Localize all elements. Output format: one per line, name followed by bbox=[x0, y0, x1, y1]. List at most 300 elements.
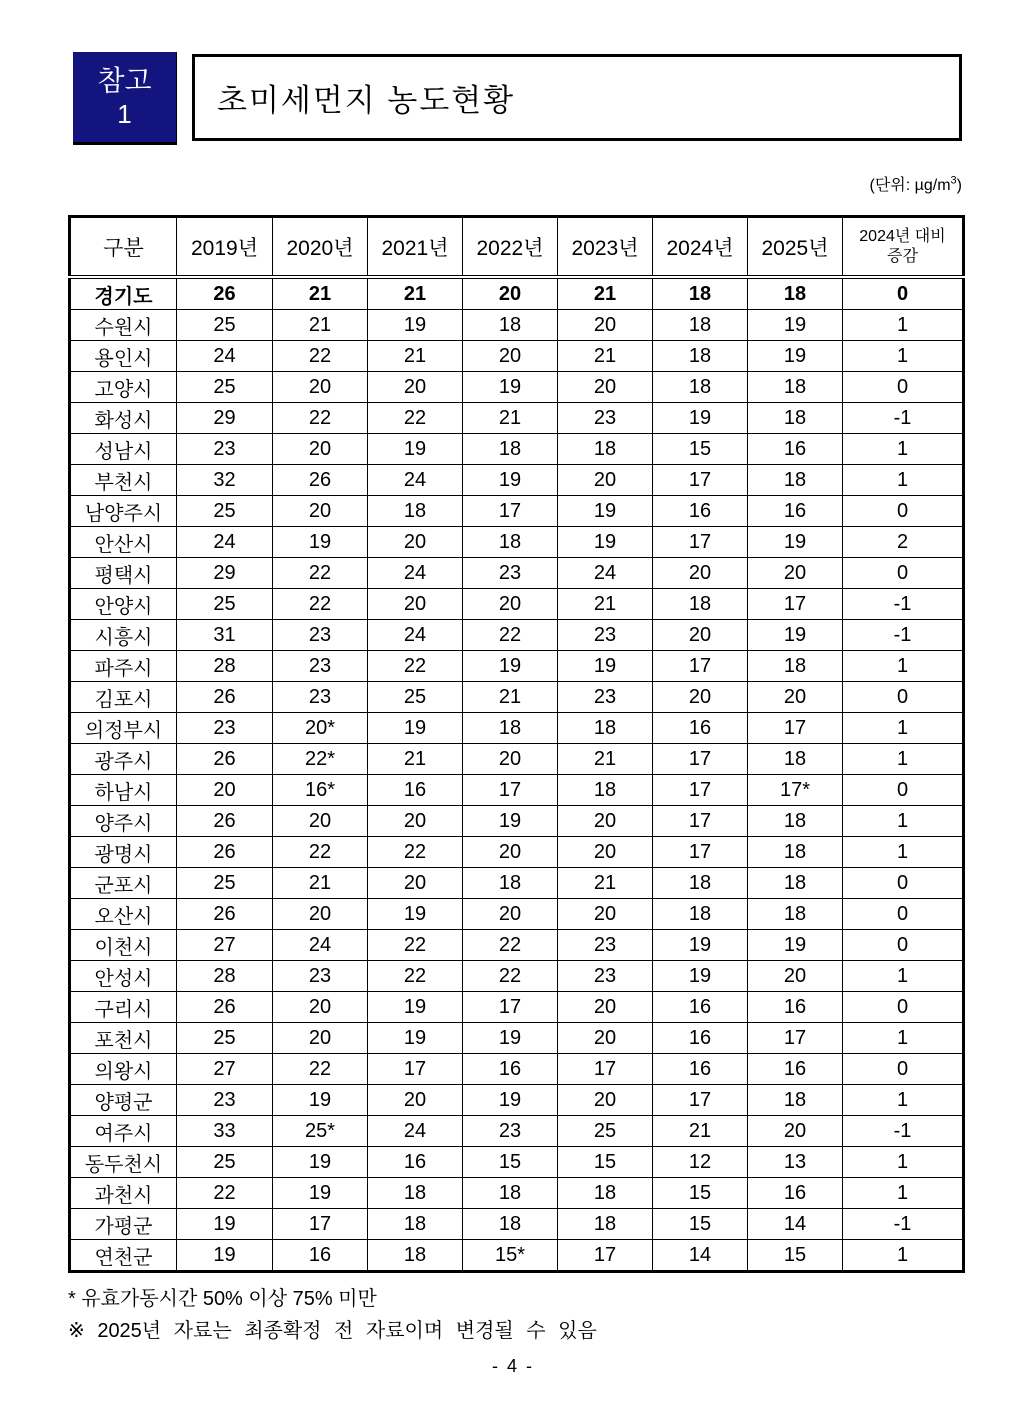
value-cell: 22 bbox=[368, 403, 463, 434]
column-header-change-line1: 2024년 대비 bbox=[859, 228, 946, 246]
value-cell: 26 bbox=[177, 899, 273, 930]
value-cell: 19 bbox=[748, 930, 843, 961]
value-cell: 21 bbox=[558, 744, 653, 775]
value-cell: 20 bbox=[558, 465, 653, 496]
value-cell: 19 bbox=[558, 527, 653, 558]
value-cell: 22 bbox=[463, 930, 558, 961]
value-cell: 23 bbox=[558, 682, 653, 713]
value-cell: 18 bbox=[463, 1178, 558, 1209]
region-name-cell: 구리시 bbox=[70, 992, 177, 1023]
value-cell: 20 bbox=[748, 1116, 843, 1147]
table-row bbox=[70, 806, 964, 837]
reference-badge-number: 1 bbox=[117, 99, 132, 130]
value-cell: 18 bbox=[463, 310, 558, 341]
value-cell: 20* bbox=[273, 713, 368, 744]
value-cell: 21 bbox=[368, 277, 463, 310]
value-cell: 0 bbox=[843, 682, 964, 713]
region-name-cell: 가평군 bbox=[70, 1209, 177, 1240]
value-cell: 26 bbox=[177, 682, 273, 713]
value-cell: 26 bbox=[273, 465, 368, 496]
value-cell: 22 bbox=[273, 341, 368, 372]
value-cell: 18 bbox=[653, 899, 748, 930]
value-cell: 15 bbox=[748, 1240, 843, 1272]
region-name-cell: 남양주시 bbox=[70, 496, 177, 527]
value-cell: 17 bbox=[463, 992, 558, 1023]
value-cell: 0 bbox=[843, 1054, 964, 1085]
value-cell: 27 bbox=[177, 1054, 273, 1085]
value-cell: 20 bbox=[558, 1085, 653, 1116]
value-cell: 19 bbox=[273, 527, 368, 558]
value-cell: 18 bbox=[653, 341, 748, 372]
value-cell: 0 bbox=[843, 899, 964, 930]
value-cell: 23 bbox=[273, 620, 368, 651]
value-cell: 16 bbox=[748, 992, 843, 1023]
value-cell: 1 bbox=[843, 1023, 964, 1054]
reference-badge-word: 참고 bbox=[97, 65, 152, 97]
region-name-cell: 오산시 bbox=[70, 899, 177, 930]
value-cell: 0 bbox=[843, 930, 964, 961]
value-cell: 25 bbox=[177, 1147, 273, 1178]
value-cell: 21 bbox=[368, 744, 463, 775]
table-row bbox=[70, 465, 964, 496]
table-row bbox=[70, 837, 964, 868]
value-cell: 1 bbox=[843, 465, 964, 496]
value-cell: 18 bbox=[653, 277, 748, 310]
region-name-cell: 동두천시 bbox=[70, 1147, 177, 1178]
value-cell: 26 bbox=[177, 992, 273, 1023]
value-cell: 19 bbox=[653, 961, 748, 992]
value-cell: 17 bbox=[558, 1054, 653, 1085]
value-cell: 22* bbox=[273, 744, 368, 775]
value-cell: 16 bbox=[653, 1023, 748, 1054]
value-cell: 18 bbox=[748, 372, 843, 403]
value-cell: 20 bbox=[368, 589, 463, 620]
table-row bbox=[70, 310, 964, 341]
value-cell: 23 bbox=[463, 558, 558, 589]
document-header bbox=[73, 52, 962, 145]
column-header-change bbox=[843, 217, 964, 278]
value-cell: 19 bbox=[463, 465, 558, 496]
value-cell: 21 bbox=[558, 868, 653, 899]
value-cell: 22 bbox=[368, 961, 463, 992]
value-cell: 18 bbox=[463, 434, 558, 465]
value-cell: 21 bbox=[653, 1116, 748, 1147]
table-header bbox=[70, 217, 964, 278]
region-name-cell: 부천시 bbox=[70, 465, 177, 496]
value-cell: 26 bbox=[177, 806, 273, 837]
value-cell: 17 bbox=[748, 589, 843, 620]
value-cell: 17 bbox=[463, 775, 558, 806]
table-row bbox=[70, 868, 964, 899]
value-cell: 21 bbox=[558, 277, 653, 310]
value-cell: 19 bbox=[748, 310, 843, 341]
table-row bbox=[70, 1023, 964, 1054]
region-name-cell: 용인시 bbox=[70, 341, 177, 372]
value-cell: 24 bbox=[177, 527, 273, 558]
value-cell: 25* bbox=[273, 1116, 368, 1147]
value-cell: 19 bbox=[558, 651, 653, 682]
value-cell: 17 bbox=[653, 837, 748, 868]
value-cell: 1 bbox=[843, 744, 964, 775]
value-cell: 1 bbox=[843, 434, 964, 465]
value-cell: 21 bbox=[463, 403, 558, 434]
value-cell: 18 bbox=[463, 527, 558, 558]
value-cell: 19 bbox=[273, 1147, 368, 1178]
value-cell: 19 bbox=[748, 341, 843, 372]
value-cell: 25 bbox=[368, 682, 463, 713]
value-cell: 17* bbox=[748, 775, 843, 806]
value-cell: 18 bbox=[748, 837, 843, 868]
value-cell: 20 bbox=[368, 527, 463, 558]
value-cell: 20 bbox=[653, 682, 748, 713]
unit-note bbox=[68, 172, 962, 195]
value-cell: -1 bbox=[843, 589, 964, 620]
region-name-cell: 시흥시 bbox=[70, 620, 177, 651]
value-cell: 20 bbox=[273, 1023, 368, 1054]
value-cell: 20 bbox=[273, 372, 368, 403]
value-cell: 16* bbox=[273, 775, 368, 806]
table-row bbox=[70, 620, 964, 651]
table-row bbox=[70, 372, 964, 403]
value-cell: 28 bbox=[177, 651, 273, 682]
value-cell: 26 bbox=[177, 837, 273, 868]
value-cell: 32 bbox=[177, 465, 273, 496]
value-cell: 18 bbox=[653, 310, 748, 341]
value-cell: 20 bbox=[653, 558, 748, 589]
table-row bbox=[70, 651, 964, 682]
value-cell: 1 bbox=[843, 961, 964, 992]
value-cell: 15 bbox=[558, 1147, 653, 1178]
region-name-cell: 과천시 bbox=[70, 1178, 177, 1209]
table-container bbox=[68, 215, 962, 1273]
value-cell: 17 bbox=[653, 465, 748, 496]
value-cell: 19 bbox=[653, 930, 748, 961]
value-cell: 23 bbox=[558, 930, 653, 961]
value-cell: 29 bbox=[177, 403, 273, 434]
region-name-cell: 평택시 bbox=[70, 558, 177, 589]
value-cell: 18 bbox=[558, 713, 653, 744]
region-name-cell: 성남시 bbox=[70, 434, 177, 465]
value-cell: 18 bbox=[368, 1209, 463, 1240]
table-row bbox=[70, 713, 964, 744]
value-cell: 18 bbox=[463, 713, 558, 744]
value-cell: 22 bbox=[177, 1178, 273, 1209]
value-cell: 20 bbox=[463, 589, 558, 620]
value-cell: 19 bbox=[273, 1085, 368, 1116]
value-cell: 19 bbox=[177, 1209, 273, 1240]
footnote-asterisk: * 유효가동시간 50% 이상 75% 미만 bbox=[68, 1288, 377, 1310]
value-cell: 18 bbox=[748, 744, 843, 775]
column-header-3: 2021년 bbox=[368, 217, 463, 278]
value-cell: 20 bbox=[273, 434, 368, 465]
value-cell: 1 bbox=[843, 713, 964, 744]
value-cell: 19 bbox=[463, 1023, 558, 1054]
value-cell: 23 bbox=[273, 651, 368, 682]
region-name-cell: 안성시 bbox=[70, 961, 177, 992]
value-cell: 17 bbox=[653, 775, 748, 806]
value-cell: 21 bbox=[558, 589, 653, 620]
value-cell: 20 bbox=[558, 310, 653, 341]
value-cell: 21 bbox=[368, 341, 463, 372]
value-cell: 0 bbox=[843, 558, 964, 589]
value-cell: -1 bbox=[843, 1209, 964, 1240]
value-cell: 23 bbox=[558, 620, 653, 651]
value-cell: 16 bbox=[748, 496, 843, 527]
concentration-table bbox=[68, 215, 965, 1273]
value-cell: 24 bbox=[368, 620, 463, 651]
value-cell: 15 bbox=[653, 434, 748, 465]
column-header-7: 2025년 bbox=[748, 217, 843, 278]
value-cell: 17 bbox=[653, 806, 748, 837]
footnote-caution: ※ 2025년 자료는 최종확정 전 자료이며 변경될 수 있음 bbox=[68, 1320, 597, 1342]
region-name-cell: 하남시 bbox=[70, 775, 177, 806]
value-cell: 20 bbox=[177, 775, 273, 806]
table-row bbox=[70, 496, 964, 527]
value-cell: 18 bbox=[748, 277, 843, 310]
value-cell: 24 bbox=[368, 465, 463, 496]
region-name-cell: 연천군 bbox=[70, 1240, 177, 1272]
value-cell: 18 bbox=[558, 434, 653, 465]
value-cell: 22 bbox=[273, 1054, 368, 1085]
value-cell: 19 bbox=[368, 434, 463, 465]
table-row bbox=[70, 1209, 964, 1240]
value-cell: 19 bbox=[368, 899, 463, 930]
value-cell: 19 bbox=[463, 1085, 558, 1116]
table-row bbox=[70, 775, 964, 806]
value-cell: 12 bbox=[653, 1147, 748, 1178]
value-cell: 20 bbox=[558, 1023, 653, 1054]
table-row bbox=[70, 527, 964, 558]
footnotes bbox=[68, 1283, 597, 1347]
region-name-cell: 포천시 bbox=[70, 1023, 177, 1054]
column-header-6: 2024년 bbox=[653, 217, 748, 278]
value-cell: 25 bbox=[177, 372, 273, 403]
table-body bbox=[70, 277, 964, 1272]
value-cell: 20 bbox=[463, 837, 558, 868]
value-cell: 18 bbox=[558, 1178, 653, 1209]
value-cell: 18 bbox=[463, 1209, 558, 1240]
value-cell: 15 bbox=[653, 1178, 748, 1209]
column-header-change-line2: 증감 bbox=[887, 247, 918, 265]
value-cell: 25 bbox=[177, 310, 273, 341]
region-name-cell: 양평군 bbox=[70, 1085, 177, 1116]
value-cell: 1 bbox=[843, 1147, 964, 1178]
value-cell: 20 bbox=[368, 806, 463, 837]
value-cell: 19 bbox=[558, 496, 653, 527]
value-cell: 22 bbox=[368, 930, 463, 961]
value-cell: 20 bbox=[558, 837, 653, 868]
value-cell: 25 bbox=[177, 1023, 273, 1054]
table-row bbox=[70, 1178, 964, 1209]
value-cell: 19 bbox=[748, 527, 843, 558]
value-cell: 14 bbox=[748, 1209, 843, 1240]
value-cell: 17 bbox=[463, 496, 558, 527]
value-cell: 20 bbox=[273, 992, 368, 1023]
region-name-cell: 김포시 bbox=[70, 682, 177, 713]
region-name-cell: 여주시 bbox=[70, 1116, 177, 1147]
value-cell: 18 bbox=[368, 1240, 463, 1272]
value-cell: 18 bbox=[748, 899, 843, 930]
value-cell: 22 bbox=[368, 651, 463, 682]
value-cell: 22 bbox=[273, 558, 368, 589]
value-cell: 0 bbox=[843, 372, 964, 403]
value-cell: 1 bbox=[843, 651, 964, 682]
table-row bbox=[70, 899, 964, 930]
value-cell: 20 bbox=[748, 558, 843, 589]
column-header-5: 2023년 bbox=[558, 217, 653, 278]
value-cell: 15* bbox=[463, 1240, 558, 1272]
value-cell: 20 bbox=[748, 961, 843, 992]
region-name-cell: 수원시 bbox=[70, 310, 177, 341]
value-cell: 23 bbox=[177, 1085, 273, 1116]
value-cell: 0 bbox=[843, 775, 964, 806]
value-cell: 21 bbox=[273, 277, 368, 310]
value-cell: 16 bbox=[653, 713, 748, 744]
value-cell: 17 bbox=[653, 744, 748, 775]
value-cell: 14 bbox=[653, 1240, 748, 1272]
value-cell: 1 bbox=[843, 1085, 964, 1116]
value-cell: 16 bbox=[748, 434, 843, 465]
value-cell: 28 bbox=[177, 961, 273, 992]
value-cell: 20 bbox=[463, 277, 558, 310]
value-cell: 19 bbox=[368, 992, 463, 1023]
table-row bbox=[70, 930, 964, 961]
unit-note-close: ) bbox=[956, 177, 962, 194]
value-cell: 23 bbox=[273, 961, 368, 992]
table-row bbox=[70, 682, 964, 713]
value-cell: 18 bbox=[368, 1178, 463, 1209]
value-cell: 2 bbox=[843, 527, 964, 558]
value-cell: 16 bbox=[463, 1054, 558, 1085]
table-row bbox=[70, 1240, 964, 1272]
value-cell: 29 bbox=[177, 558, 273, 589]
value-cell: 1 bbox=[843, 341, 964, 372]
value-cell: 19 bbox=[653, 403, 748, 434]
table-row bbox=[70, 1085, 964, 1116]
region-name-cell: 안양시 bbox=[70, 589, 177, 620]
region-name-cell: 광명시 bbox=[70, 837, 177, 868]
value-cell: 23 bbox=[558, 403, 653, 434]
value-cell: 18 bbox=[463, 868, 558, 899]
value-cell: 20 bbox=[368, 868, 463, 899]
table-row bbox=[70, 992, 964, 1023]
value-cell: 17 bbox=[748, 713, 843, 744]
value-cell: 19 bbox=[177, 1240, 273, 1272]
region-name-cell: 경기도 bbox=[70, 277, 177, 310]
region-name-cell: 양주시 bbox=[70, 806, 177, 837]
title-box bbox=[192, 54, 962, 141]
region-name-cell: 고양시 bbox=[70, 372, 177, 403]
value-cell: -1 bbox=[843, 1116, 964, 1147]
value-cell: 1 bbox=[843, 1178, 964, 1209]
value-cell: 18 bbox=[558, 775, 653, 806]
value-cell: 20 bbox=[273, 806, 368, 837]
value-cell: 20 bbox=[558, 372, 653, 403]
value-cell: 19 bbox=[368, 1023, 463, 1054]
table-row bbox=[70, 1054, 964, 1085]
value-cell: -1 bbox=[843, 403, 964, 434]
column-header-1: 2019년 bbox=[177, 217, 273, 278]
value-cell: 20 bbox=[558, 806, 653, 837]
value-cell: 25 bbox=[558, 1116, 653, 1147]
value-cell: 16 bbox=[653, 1054, 748, 1085]
value-cell: 33 bbox=[177, 1116, 273, 1147]
value-cell: 17 bbox=[653, 1085, 748, 1116]
value-cell: 18 bbox=[653, 589, 748, 620]
value-cell: 22 bbox=[368, 837, 463, 868]
column-header-2: 2020년 bbox=[273, 217, 368, 278]
value-cell: 18 bbox=[748, 465, 843, 496]
value-cell: 24 bbox=[273, 930, 368, 961]
value-cell: 20 bbox=[558, 899, 653, 930]
value-cell: 22 bbox=[463, 620, 558, 651]
value-cell: 21 bbox=[273, 310, 368, 341]
value-cell: 27 bbox=[177, 930, 273, 961]
unit-note-open: (단위: µg/m bbox=[869, 177, 951, 194]
value-cell: 18 bbox=[748, 403, 843, 434]
value-cell: 16 bbox=[748, 1054, 843, 1085]
value-cell: 17 bbox=[273, 1209, 368, 1240]
value-cell: 20 bbox=[653, 620, 748, 651]
value-cell: 25 bbox=[177, 868, 273, 899]
value-cell: 20 bbox=[463, 899, 558, 930]
value-cell: 22 bbox=[273, 589, 368, 620]
table-row bbox=[70, 961, 964, 992]
value-cell: 23 bbox=[273, 682, 368, 713]
value-cell: 19 bbox=[748, 620, 843, 651]
value-cell: 0 bbox=[843, 277, 964, 310]
region-name-cell: 파주시 bbox=[70, 651, 177, 682]
value-cell: 24 bbox=[558, 558, 653, 589]
table-row bbox=[70, 434, 964, 465]
table-header-row bbox=[70, 217, 964, 278]
value-cell: 23 bbox=[558, 961, 653, 992]
value-cell: 16 bbox=[368, 1147, 463, 1178]
value-cell: 22 bbox=[273, 837, 368, 868]
value-cell: 20 bbox=[463, 341, 558, 372]
value-cell: 26 bbox=[177, 744, 273, 775]
value-cell: 18 bbox=[653, 372, 748, 403]
value-cell: 18 bbox=[748, 868, 843, 899]
value-cell: 1 bbox=[843, 837, 964, 868]
value-cell: 18 bbox=[653, 868, 748, 899]
value-cell: 13 bbox=[748, 1147, 843, 1178]
value-cell: 17 bbox=[748, 1023, 843, 1054]
value-cell: 20 bbox=[273, 496, 368, 527]
region-name-cell: 광주시 bbox=[70, 744, 177, 775]
value-cell: 18 bbox=[368, 496, 463, 527]
value-cell: 1 bbox=[843, 1240, 964, 1272]
value-cell: 18 bbox=[558, 1209, 653, 1240]
table-row bbox=[70, 403, 964, 434]
value-cell: 20 bbox=[273, 899, 368, 930]
value-cell: 23 bbox=[463, 1116, 558, 1147]
value-cell: 0 bbox=[843, 992, 964, 1023]
value-cell: 23 bbox=[177, 434, 273, 465]
value-cell: 16 bbox=[368, 775, 463, 806]
value-cell: 19 bbox=[463, 372, 558, 403]
value-cell: 18 bbox=[748, 1085, 843, 1116]
value-cell: 20 bbox=[463, 744, 558, 775]
value-cell: 17 bbox=[653, 527, 748, 558]
value-cell: 18 bbox=[748, 806, 843, 837]
value-cell: 26 bbox=[177, 277, 273, 310]
column-header-0: 구분 bbox=[70, 217, 177, 278]
value-cell: 24 bbox=[177, 341, 273, 372]
table-row bbox=[70, 744, 964, 775]
value-cell: 25 bbox=[177, 589, 273, 620]
value-cell: 19 bbox=[368, 713, 463, 744]
